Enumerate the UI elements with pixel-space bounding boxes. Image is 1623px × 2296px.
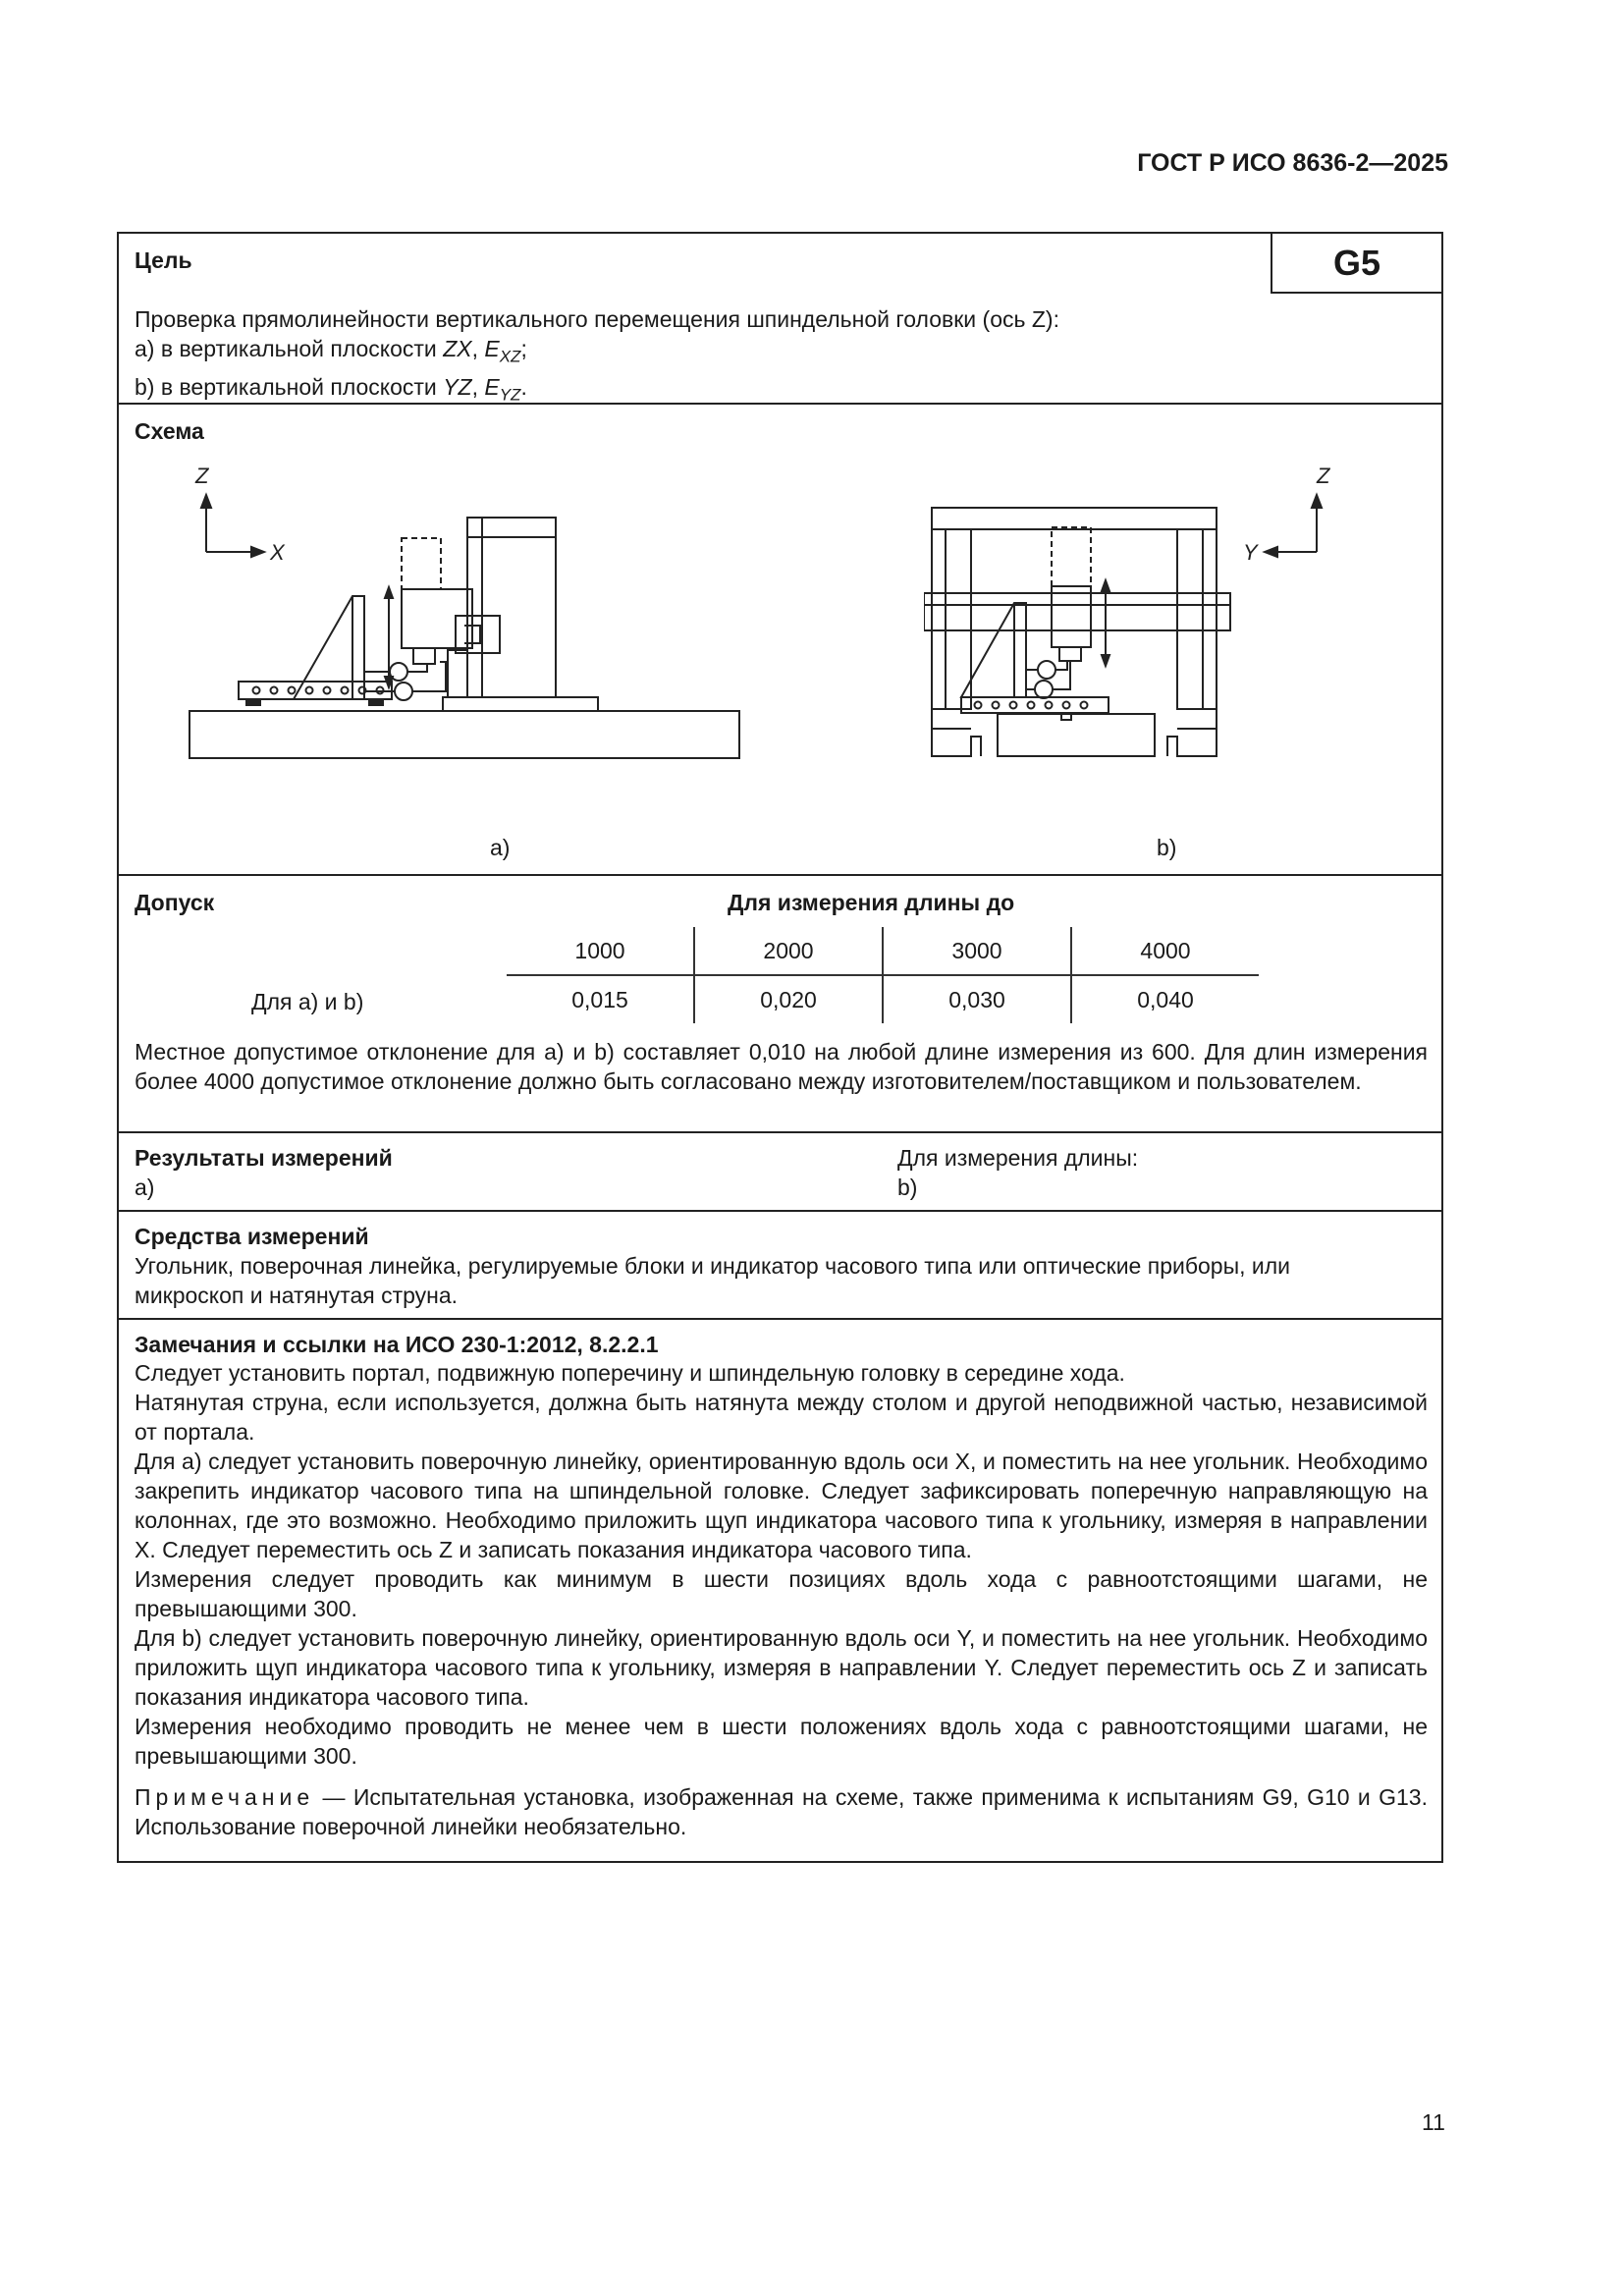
tolerance-table-heading: Для измерения длины до xyxy=(728,890,1015,915)
schema-section xyxy=(119,405,1441,876)
table-cell: 3000 xyxy=(883,927,1071,975)
remarks-note xyxy=(135,1782,1428,1841)
remarks-p2: Натянутая струна, если используется, должна быть натянута между столом и другой неподвижной частью, независимой от портала. xyxy=(135,1390,1428,1445)
column-foot xyxy=(443,697,598,711)
square xyxy=(294,596,364,699)
remarks-p4: Измерения следует проводить как минимум в шести позициях вдоль хода с равноотстоящими шагами, не превышающими 300. xyxy=(135,1566,1428,1621)
y-axis-label: Y xyxy=(1243,540,1258,565)
test-sheet-frame xyxy=(117,232,1443,1863)
gantry-feet xyxy=(932,709,1217,756)
goal-section xyxy=(119,234,1441,405)
dial-indicator-b1 xyxy=(1038,661,1055,679)
instruments-section xyxy=(119,1212,1441,1320)
goal-text xyxy=(135,304,1059,410)
figure-b xyxy=(924,464,1415,778)
figure-a-label: a) xyxy=(490,835,511,860)
spindle-head-b xyxy=(1052,586,1091,647)
table-row xyxy=(507,927,1259,975)
instruments-heading: Средства измерений xyxy=(135,1224,369,1249)
table-cell: 0,030 xyxy=(883,975,1071,1023)
straightedge-holes-b xyxy=(975,702,1088,709)
test-id-box: G5 xyxy=(1271,234,1441,294)
spindle-head xyxy=(402,589,472,648)
results-length-label: Для измерения длины: xyxy=(897,1145,1139,1171)
remarks-p1: Следует установить портал, подвижную поперечину и шпиндельную головку в середине хода. xyxy=(135,1360,1125,1386)
table-cell: 4000 xyxy=(1071,927,1259,975)
goal-heading: Цель xyxy=(135,247,192,273)
goal-line-2: a) в вертикальной плоскости ZX, $E_{XZ}$; xyxy=(135,336,527,366)
z-axis-label: Z xyxy=(195,464,209,488)
results-heading: Результаты измерений xyxy=(135,1145,393,1171)
remarks-p5: Для b) следует установить поверочную линейку, ориентированную вдоль оси Y, и поместить на нее угольник. Необходимо приложить щуп индикатора часового типа к угольнику, измеряя в направлении Y. Следует переместить ось Z и записать показания индикатора часового типа. xyxy=(135,1625,1428,1710)
left-column xyxy=(932,529,971,709)
dial-indicator-2 xyxy=(395,683,412,700)
column xyxy=(467,518,556,697)
page-number: 11 xyxy=(1422,2109,1445,2135)
note-text: — Испытательная установка, изображенная на схеме, также применима к испытаниям G9, G10 и G13. Использование поверочной линейки необязательно. xyxy=(135,1784,1428,1839)
instruments-text: Угольник, поверочная линейка, регулируемые блоки и индикатор часового типа или оптические приборы, или микроскоп и натянутая струна. xyxy=(135,1253,1291,1308)
spindle-head-upper-b xyxy=(1052,527,1091,586)
x-arrowhead xyxy=(251,547,264,557)
gantry-top xyxy=(932,508,1217,529)
note-label: Примечание xyxy=(135,1784,315,1810)
dial-indicator-1 xyxy=(390,663,407,681)
table-row xyxy=(507,975,1259,1023)
remarks-heading: Замечания и ссылки на ИСО 230-1:2012, 8.2.2.1 xyxy=(135,1332,659,1357)
tolerance-section xyxy=(119,876,1441,1133)
spindle-head-upper xyxy=(402,538,441,589)
z-arrowhead xyxy=(201,495,211,508)
goal-line-1: Проверка прямолинейности вертикального перемещения шпиндельной головки (ось Z): xyxy=(135,306,1059,332)
tolerance-table xyxy=(507,927,1259,1023)
table-cell: 0,040 xyxy=(1137,986,1194,1012)
remarks-p6: Измерения необходимо проводить не менее чем в шести положениях вдоль хода с равноотстоящими шагами, не превышающими 300. xyxy=(135,1714,1428,1769)
table-cell: 0,015 xyxy=(507,975,694,1023)
schema-heading: Схема xyxy=(135,418,204,444)
machine-table-b xyxy=(998,714,1155,756)
tolerance-heading: Допуск xyxy=(135,890,215,915)
tolerance-row-label: Для a) и b) xyxy=(251,989,364,1014)
x-axis-label: X xyxy=(270,540,285,565)
figure-b-label: b) xyxy=(1157,835,1177,860)
right-column xyxy=(1177,529,1217,709)
results-a: a) xyxy=(135,1175,155,1200)
table-cell: 2000 xyxy=(694,927,883,975)
figure-a xyxy=(178,464,826,778)
dial-indicator-b2 xyxy=(1035,681,1053,698)
machine-table xyxy=(189,711,739,758)
remarks-p3: Для a) следует установить поверочную линейку, ориентированную вдоль оси X, и поместить на нее угольник. Необходимо закрепить индикатор часового типа на шпиндельной головке. Следует зафиксировать поперечную направляющую на колоннах, где это возможно. Необходимо приложить щуп индикатора часового типа к угольнику, измеряя в направлении X. Следует переместить ось Z и записать показания индикатора часового типа. xyxy=(135,1449,1428,1562)
z-axis-label-b: Z xyxy=(1317,464,1330,488)
results-section xyxy=(119,1133,1441,1212)
table-cell: 0,020 xyxy=(694,975,883,1023)
goal-line-3: b) в вертикальной плоскости YZ, $E_{YZ}$. xyxy=(135,373,527,405)
remarks-section xyxy=(119,1320,1441,1861)
cross-beam xyxy=(924,593,1230,630)
tolerance-note: Местное допустимое отклонение для a) и b) составляет 0,010 на любой длине измерения из 600. Для длин измерения более 4000 допустимое отклонение должно быть согласовано между изготовителем/поставщиком и пользователем. xyxy=(135,1039,1428,1094)
results-b: b) xyxy=(897,1175,918,1200)
standard-designation: ГОСТ Р ИСО 8636-2—2025 xyxy=(1137,149,1448,177)
table-cell: 1000 xyxy=(507,927,694,975)
